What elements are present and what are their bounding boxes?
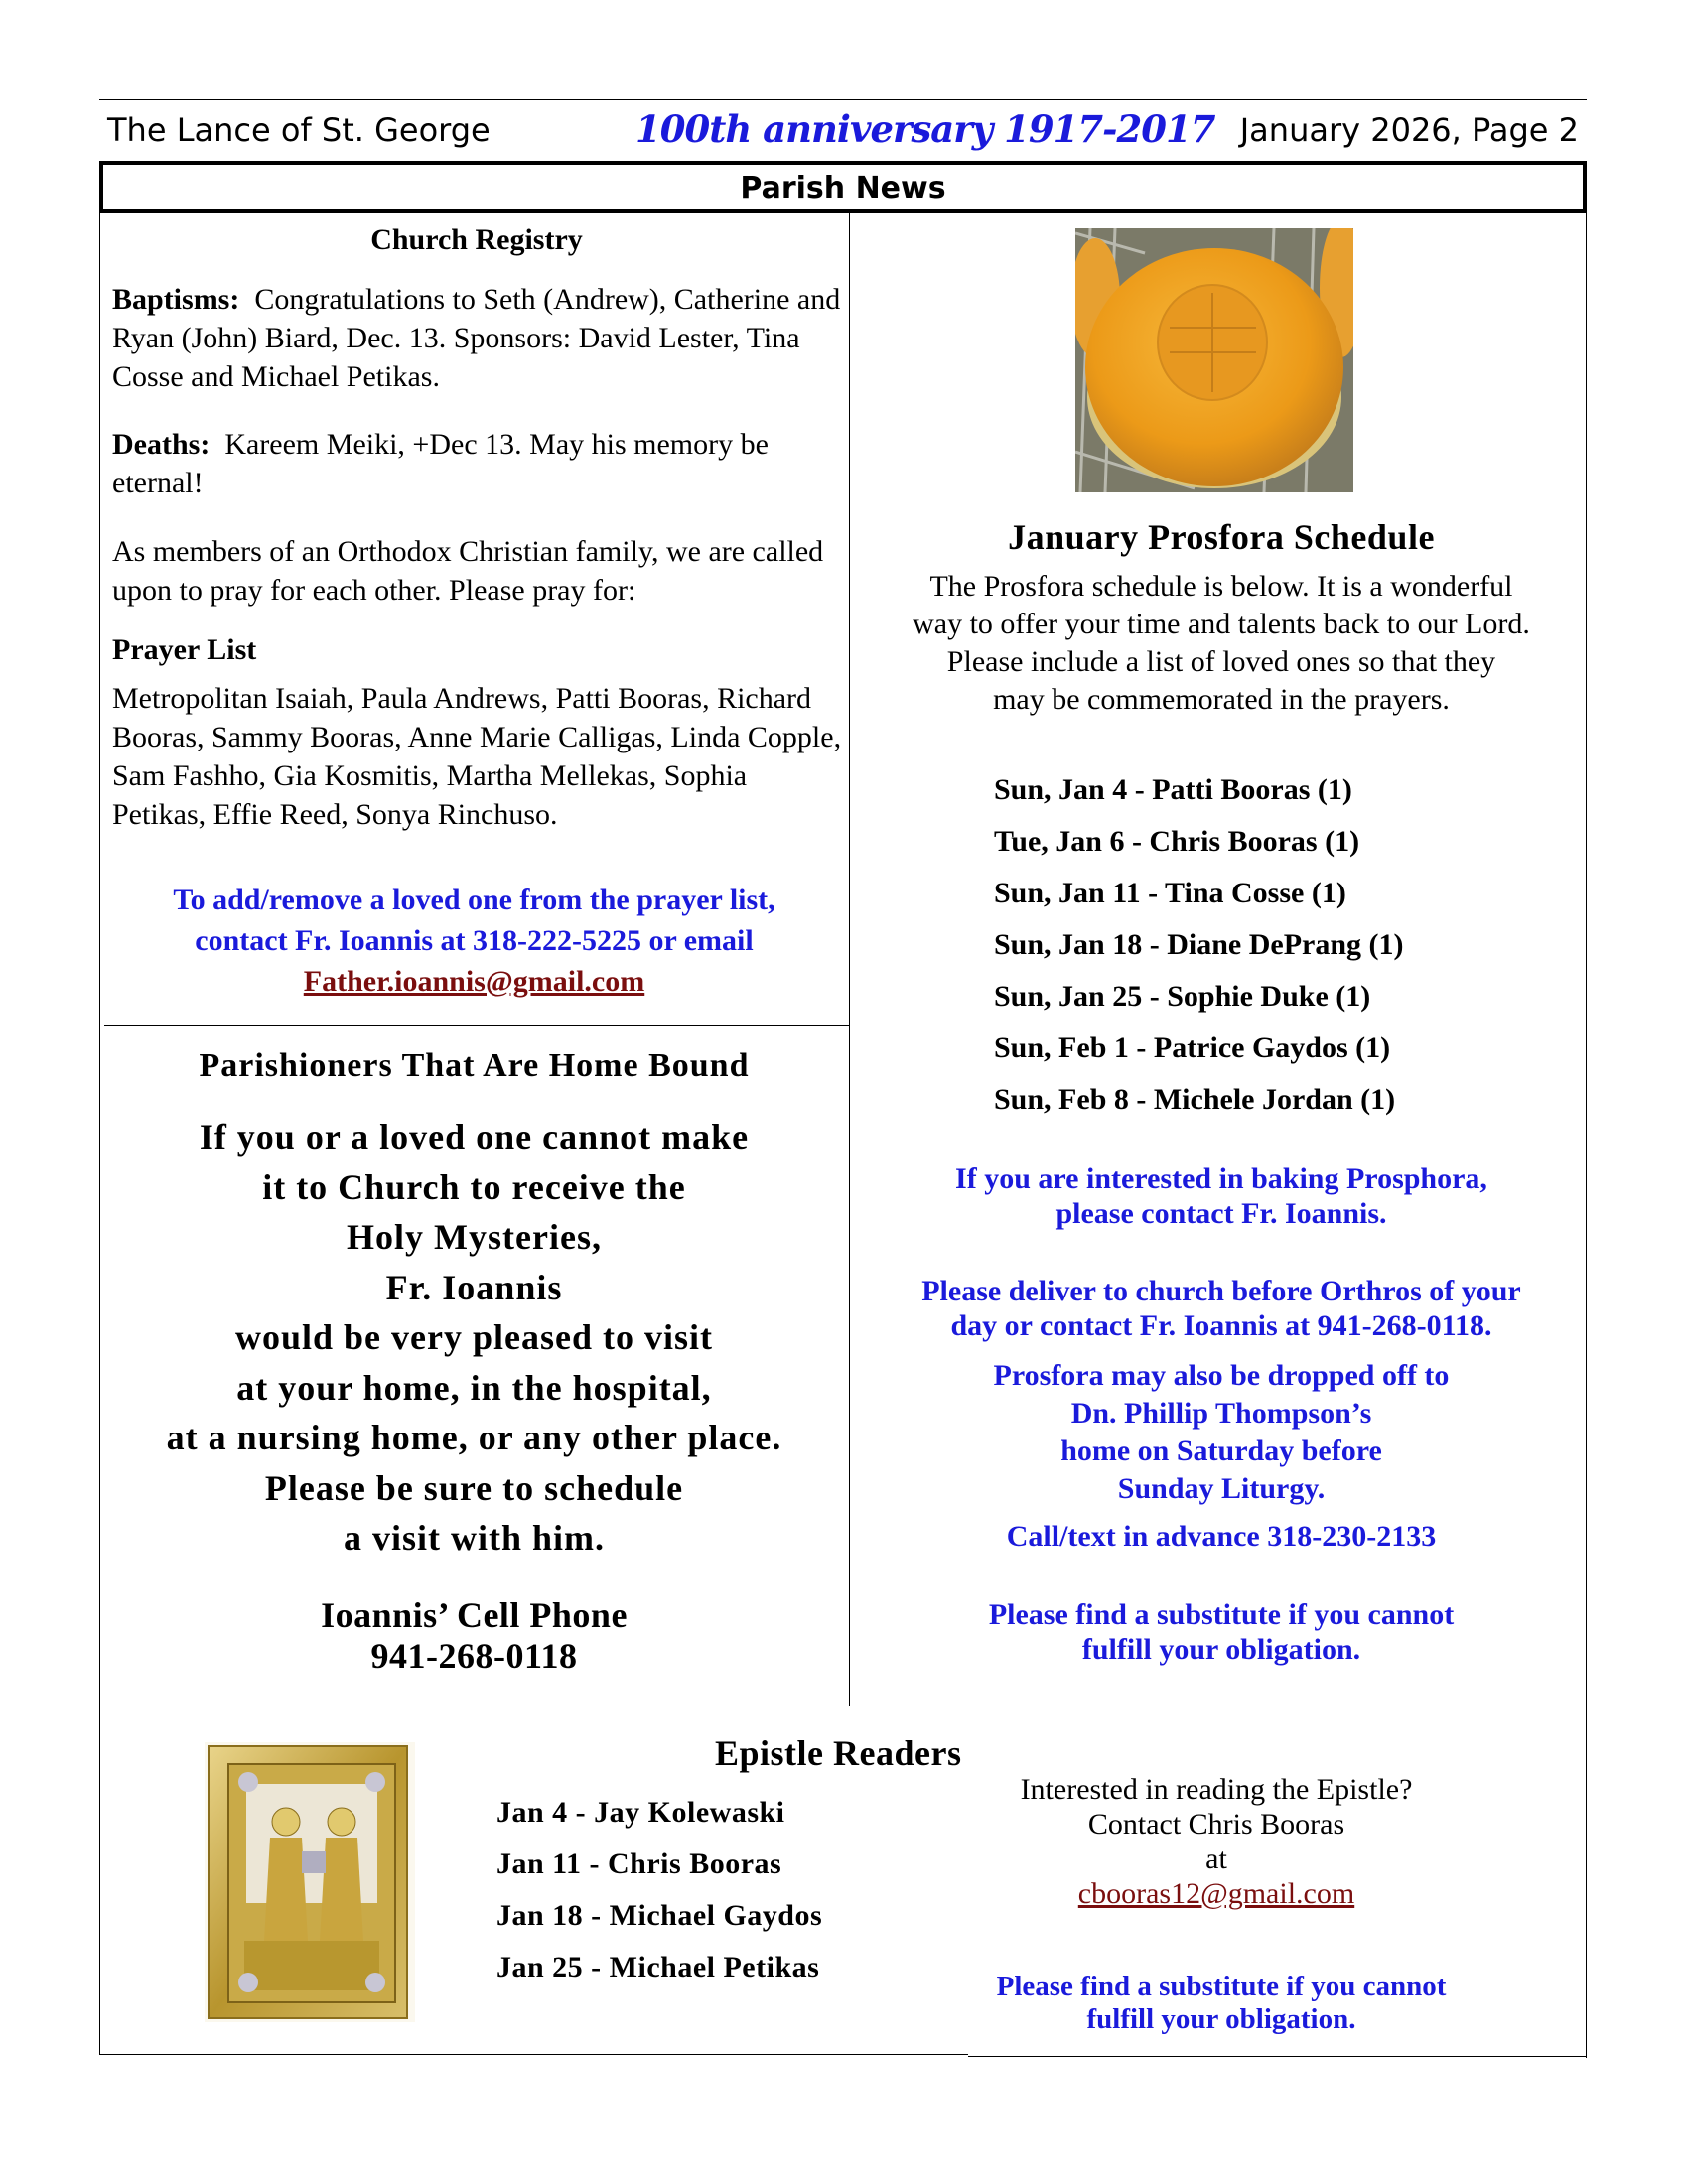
- cell-phone-number: 941-268-0118: [370, 1636, 578, 1676]
- epistle-contact-line: at: [1205, 1843, 1227, 1875]
- delivery-note-line: Please deliver to church before Orthros of your: [921, 1275, 1521, 1307]
- prayer-list-names: Metropolitan Isaiah, Paula Andrews, Patti Booras, Richard Booras, Sammy Booras, Anne Marie Calligas, Linda Copple, Sam Fashho, Gia Kosmitis, Martha Mellekas, Sophia Petikas, Effie Reed, Sonya Rinchuso.: [112, 682, 842, 831]
- epistle-substitute-note: [983, 1971, 1460, 2036]
- prayer-intro: As members of an Orthodox Christian family, we are called upon to pray for each other. Please pray for:: [112, 535, 824, 607]
- father-email-link[interactable]: Father.ioannis@gmail.com: [303, 965, 645, 998]
- section-banner: [99, 161, 1587, 213]
- prosfora-schedule-title: January Prosfora Schedule: [1008, 517, 1435, 557]
- home-bound-line: Holy Mysteries,: [347, 1217, 602, 1257]
- prosfora-schedule-item: Sun, Jan 11 - Tina Cosse (1): [994, 877, 1346, 909]
- prosfora-schedule-list: [994, 764, 1404, 1126]
- prosfora-schedule-item: Tue, Jan 6 - Chris Booras (1): [994, 825, 1360, 858]
- home-bound-line: Please be sure to schedule: [264, 1467, 684, 1508]
- prayer-list-title: Prayer List: [112, 633, 257, 666]
- home-bound-line: at a nursing home, or any other place.: [166, 1418, 782, 1457]
- epistle-contact: [983, 1772, 1450, 1911]
- substitute-note-line: Please find a substitute if you cannot: [996, 1971, 1447, 2002]
- prosfora-bread-icon: [1075, 228, 1353, 492]
- baptisms-label: Baptisms:: [112, 283, 240, 316]
- prosfora-substitute-note: [854, 1597, 1589, 1667]
- section-title: Parish News: [740, 171, 946, 205]
- epistle-contact-line: Contact Chris Booras: [1087, 1808, 1345, 1841]
- header-rule: [99, 99, 1587, 100]
- dropoff-note-line: Prosfora may also be dropped off to: [993, 1359, 1450, 1392]
- epistle-contact-line: Interested in reading the Epistle?: [1020, 1773, 1413, 1806]
- prayer-list-contact: [104, 880, 844, 1002]
- bottom-rule-right: [968, 2056, 1587, 2057]
- frame-right-border: [1586, 211, 1587, 2058]
- deaths-paragraph: [112, 425, 847, 502]
- prosfora-delivery-note: [854, 1274, 1589, 1343]
- baptisms-paragraph: [112, 280, 847, 396]
- prosfora-intro-line: way to offer your time and talents back to our Lord.: [913, 608, 1530, 640]
- prosfora-intro: [854, 568, 1589, 719]
- deaths-text: Kareem Meiki, +Dec 13. May his memory be eternal!: [112, 428, 769, 499]
- prosfora-schedule-item: Sun, Jan 18 - Diane DePrang (1): [994, 928, 1404, 961]
- home-bound-title: Parishioners That Are Home Bound: [199, 1047, 750, 1084]
- column-divider: [849, 211, 850, 1706]
- substitute-note-line: fulfill your obligation.: [1086, 2003, 1356, 2035]
- home-bound-line: If you or a loved one cannot make: [199, 1117, 750, 1157]
- prosfora-bread-image: [1075, 228, 1353, 492]
- prosfora-schedule-item: Sun, Jan 25 - Sophie Duke (1): [994, 980, 1371, 1013]
- substitute-note-line: Please find a substitute if you cannot: [988, 1598, 1455, 1631]
- epistle-readers-list: [496, 1795, 822, 2001]
- left-column-separator: [104, 1025, 849, 1026]
- epistle-reader-item: Jan 18 - Michael Gaydos: [496, 1899, 823, 1932]
- epistle-readers-title: Epistle Readers: [715, 1733, 962, 1773]
- issue-date-page: January 2026, Page 2: [1239, 111, 1579, 149]
- home-bound-line: a visit with him.: [343, 1518, 606, 1558]
- prosfora-schedule-item: Sun, Jan 4 - Patti Booras (1): [994, 773, 1352, 806]
- anniversary-tagline: 100th anniversary 1917-2017: [635, 107, 1215, 151]
- chris-email-link[interactable]: cbooras12@gmail.com: [1077, 1877, 1355, 1910]
- bottom-rule-left: [99, 2054, 968, 2055]
- home-bound-line: it to Church to receive the: [262, 1166, 686, 1207]
- epistle-reader-item: Jan 4 - Jay Kolewaski: [496, 1796, 785, 1829]
- epistle-reader-item: Jan 11 - Chris Booras: [496, 1847, 782, 1880]
- prayer-contact-line: To add/remove a loved one from the prayer list,: [173, 884, 775, 916]
- prosfora-call-note: Call/text in advance 318-230-2133: [1006, 1520, 1437, 1553]
- prosfora-intro-line: The Prosfora schedule is below. It is a wonderful: [929, 570, 1513, 603]
- substitute-note-line: fulfill your obligation.: [1081, 1633, 1361, 1666]
- epistle-reader-item: Jan 25 - Michael Petikas: [496, 1951, 820, 1983]
- publication-title: The Lance of St. George: [107, 111, 491, 149]
- baking-note-line: If you are interested in baking Prosphora,: [955, 1162, 1487, 1195]
- prosfora-intro-line: Please include a list of loved ones so that they: [946, 645, 1496, 678]
- home-bound-line: at your home, in the hospital,: [236, 1367, 712, 1408]
- church-registry-title: Church Registry: [370, 223, 583, 256]
- dropoff-note-line: Dn. Phillip Thompson’s: [1070, 1397, 1372, 1430]
- baking-note-line: please contact Fr. Ioannis.: [1055, 1197, 1387, 1230]
- gospel-book-icon: [205, 1742, 415, 2022]
- prosfora-schedule-item: Sun, Feb 8 - Michele Jordan (1): [994, 1083, 1396, 1116]
- home-bound-line: would be very pleased to visit: [234, 1317, 713, 1357]
- dropoff-note-line: Sunday Liturgy.: [1117, 1472, 1326, 1505]
- home-bound-line: Fr. Ioannis: [385, 1267, 563, 1307]
- baptisms-text: Congratulations to Seth (Andrew), Catherine and Ryan (John) Biard, Dec. 13. Sponsors: David Lester, Tina Cosse and Michael Petikas.: [112, 283, 841, 393]
- dropoff-note-line: home on Saturday before: [1060, 1434, 1382, 1467]
- home-bound-body: [104, 1112, 844, 1564]
- prayer-contact-line: contact Fr. Ioannis at 318-222-5225 or email: [195, 924, 754, 957]
- prosfora-intro-line: may be commemorated in the prayers.: [993, 683, 1450, 716]
- gospel-book-image: [205, 1742, 415, 2022]
- cell-phone-label: Ioannis’ Cell Phone: [321, 1595, 628, 1635]
- frame-left-border: [99, 211, 100, 2055]
- prosfora-baking-note: [854, 1161, 1589, 1231]
- prosfora-schedule-item: Sun, Feb 1 - Patrice Gaydos (1): [994, 1031, 1391, 1064]
- delivery-note-line: day or contact Fr. Ioannis at 941-268-0118.: [950, 1309, 1492, 1342]
- prosfora-dropoff-note: [854, 1357, 1589, 1508]
- deaths-label: Deaths:: [112, 428, 211, 461]
